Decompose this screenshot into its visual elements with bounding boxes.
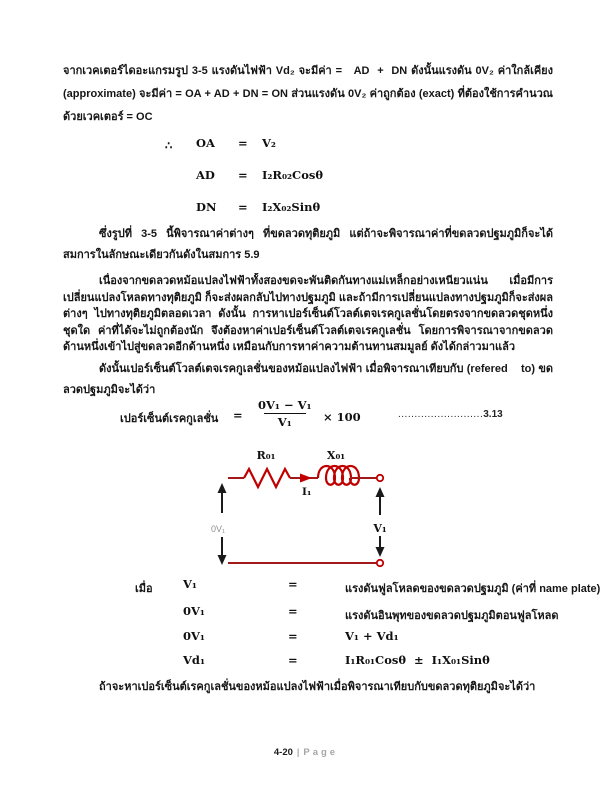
when-label: เมื่อ xyxy=(135,583,153,595)
definition-description: แรงดันอินพุทของขดลวดปฐมภูมิตอนฟูลโหลด xyxy=(345,610,559,622)
paragraph-vector-diagram: จากเวคเตอร์ไดอะแกรมรูป 3-5 แรงดันไฟฟ้า Vd₂ จะมีค่า = AD + DN ดังนั้นแรงดัน 0V₂ ค่าใกล้เคียง (approximate) จะมีค่า = OA + AD + DN = ON ส่วนแรงดัน 0V₂ ค่าถูกต้อง (exact) ที่ต้องใช้การคำนวณด้วยเวคเตอร์ = OC xyxy=(63,65,553,123)
equals-sign: = xyxy=(288,653,298,667)
equation-rhs: I₂X₀₂Sinθ xyxy=(262,200,321,214)
definition-row-vd1 xyxy=(0,653,612,677)
fraction-numerator: 0V₁ − V₁ xyxy=(258,398,312,412)
resistor-symbol xyxy=(244,469,290,487)
terminal-bottom-icon xyxy=(377,560,383,566)
definition-expression: I₁R₀₁Cosθ ± I₁X₀₁Sinθ xyxy=(345,653,490,667)
equation-rhs: V₂ xyxy=(262,136,276,150)
resistor-label: R₀₁ xyxy=(256,449,276,462)
terminal-voltage-label: V₁ xyxy=(373,522,387,535)
equation-row-ad xyxy=(0,168,612,190)
page-number: 4-20 xyxy=(273,747,293,758)
reactance-label: X₀₁ xyxy=(326,449,346,462)
paragraph-fig35-note: ซึ่งรูปที่ 3-5 นี้พิจารณาค่าต่างๆ ที่ขดลวดทุติยภูมิ แต่ถ้าจะพิจารณาค่าที่ขดลวดปฐมภูมิก็จะได้สมการในลักษณะเดียวกันดังในสมการ 5.9 xyxy=(63,228,553,261)
equation-number: 3.13 xyxy=(483,409,503,420)
equation-lhs: OA xyxy=(196,136,215,150)
equation-row-dn xyxy=(0,200,612,222)
definition-symbol: 0V₁ xyxy=(183,604,205,618)
regulation-equation-label: เปอร์เซ็นต์เรคกูเลชั่น xyxy=(120,413,219,425)
definition-row-0v1-sum xyxy=(0,629,612,653)
arrow-down-icon xyxy=(376,547,385,557)
paragraph-regulation-explanation: เนื่องจากขดลวดหม้อแปลงไฟฟ้าทั้งสองขดจะพันติดกันทางแม่เหล็กอย่างเหนียวแน่น เมื่อมีการเปลี่ยนแปลงโหลดทางทุติยภูมิ ก็จะส่งผลกลับไปทางปฐมภูมิ และถ้ามีการเปลี่ยนแปลงทางปฐมภูมิก็จะส่งผลต่างๆ ไปทางทุติยภูมิตลอดเวลา ดังนั้น การหาเปอร์เซ็นต์โวลต์เตจเรคกูเลชั่นโดยตรงจากขดลวดชุดหนึ่งชุดใด ค่าที่ได้จะไม่ถูกต้องนัก จึงต้องหาค่าเปอร์เซ็นต์โวลต์เตจเรคกูเลชั่น โดยการพิจารณาจากขดลวดด้านหนึ่งเข้าไปสู่ขดลวดอีกด้านหนึ่ง เหมือนกับการหาค่าความต้านทานสมมูลย์ ดังได้กล่าวมาแล้ว xyxy=(63,275,553,353)
fraction-denominator: V₁ xyxy=(264,413,306,429)
paragraph-referred-primary: ดังนั้นเปอร์เซ็นต์โวลต์เตจเรคกูเลชั่นของหม้อแปลงไฟฟ้า เมื่อพิจารณาเทียบกับ (refered to) ขดลวดปฐมภูมิจะได้ว่า xyxy=(63,363,553,396)
footer-page-word: Page xyxy=(303,747,339,758)
arrow-up-icon xyxy=(376,487,385,497)
definition-expression: V₁ + Vd₁ xyxy=(345,629,399,643)
paragraph-referred-secondary: ถ้าจะหาเปอร์เซ็นต์เรคกูเลชั่นของหม้อแปลงไฟฟ้าเมื่อพิจารณาเทียบกับขดลวดทุติยภูมิจะได้ว่า xyxy=(99,681,536,693)
equals-sign: = xyxy=(238,136,248,150)
equals-sign: = xyxy=(238,168,248,182)
equals-sign: = xyxy=(238,200,248,214)
arrow-down-icon xyxy=(218,555,227,565)
leader-dots: .......................... xyxy=(398,409,484,420)
input-voltage-label: 0V₁ xyxy=(211,524,226,534)
equation-row-oa xyxy=(0,136,612,158)
current-arrow-icon xyxy=(300,474,312,483)
page-footer xyxy=(0,747,612,758)
definition-symbol: V₁ xyxy=(183,577,197,591)
equation-lhs: DN xyxy=(196,200,217,214)
current-label: I₁ xyxy=(302,486,312,498)
definition-row-v1 xyxy=(0,577,612,601)
equation-number-leader xyxy=(398,409,503,420)
definition-symbol: Vd₁ xyxy=(183,653,206,667)
definition-description: แรงดันฟูลโหลดของขดลวดปฐมภูมิ (ค่าที่ name plate) xyxy=(345,583,601,595)
inductor-symbol xyxy=(318,466,359,485)
equation-rhs: I₂R₀₂Cosθ xyxy=(262,168,324,182)
regulation-fraction xyxy=(256,398,314,429)
equivalent-circuit-diagram xyxy=(178,443,438,593)
terminal-top-icon xyxy=(377,475,383,481)
equals-sign: = xyxy=(233,408,243,422)
definition-row-0v1 xyxy=(0,604,612,628)
equals-sign: = xyxy=(288,577,298,591)
footer-separator: | xyxy=(296,747,300,758)
arrow-up-icon xyxy=(218,483,227,493)
definition-symbol: 0V₁ xyxy=(183,629,205,643)
therefore-symbol: ∴ xyxy=(165,138,173,152)
times-100: × 100 xyxy=(323,410,361,424)
equals-sign: = xyxy=(288,629,298,643)
equals-sign: = xyxy=(288,604,298,618)
equation-lhs: AD xyxy=(196,168,215,182)
